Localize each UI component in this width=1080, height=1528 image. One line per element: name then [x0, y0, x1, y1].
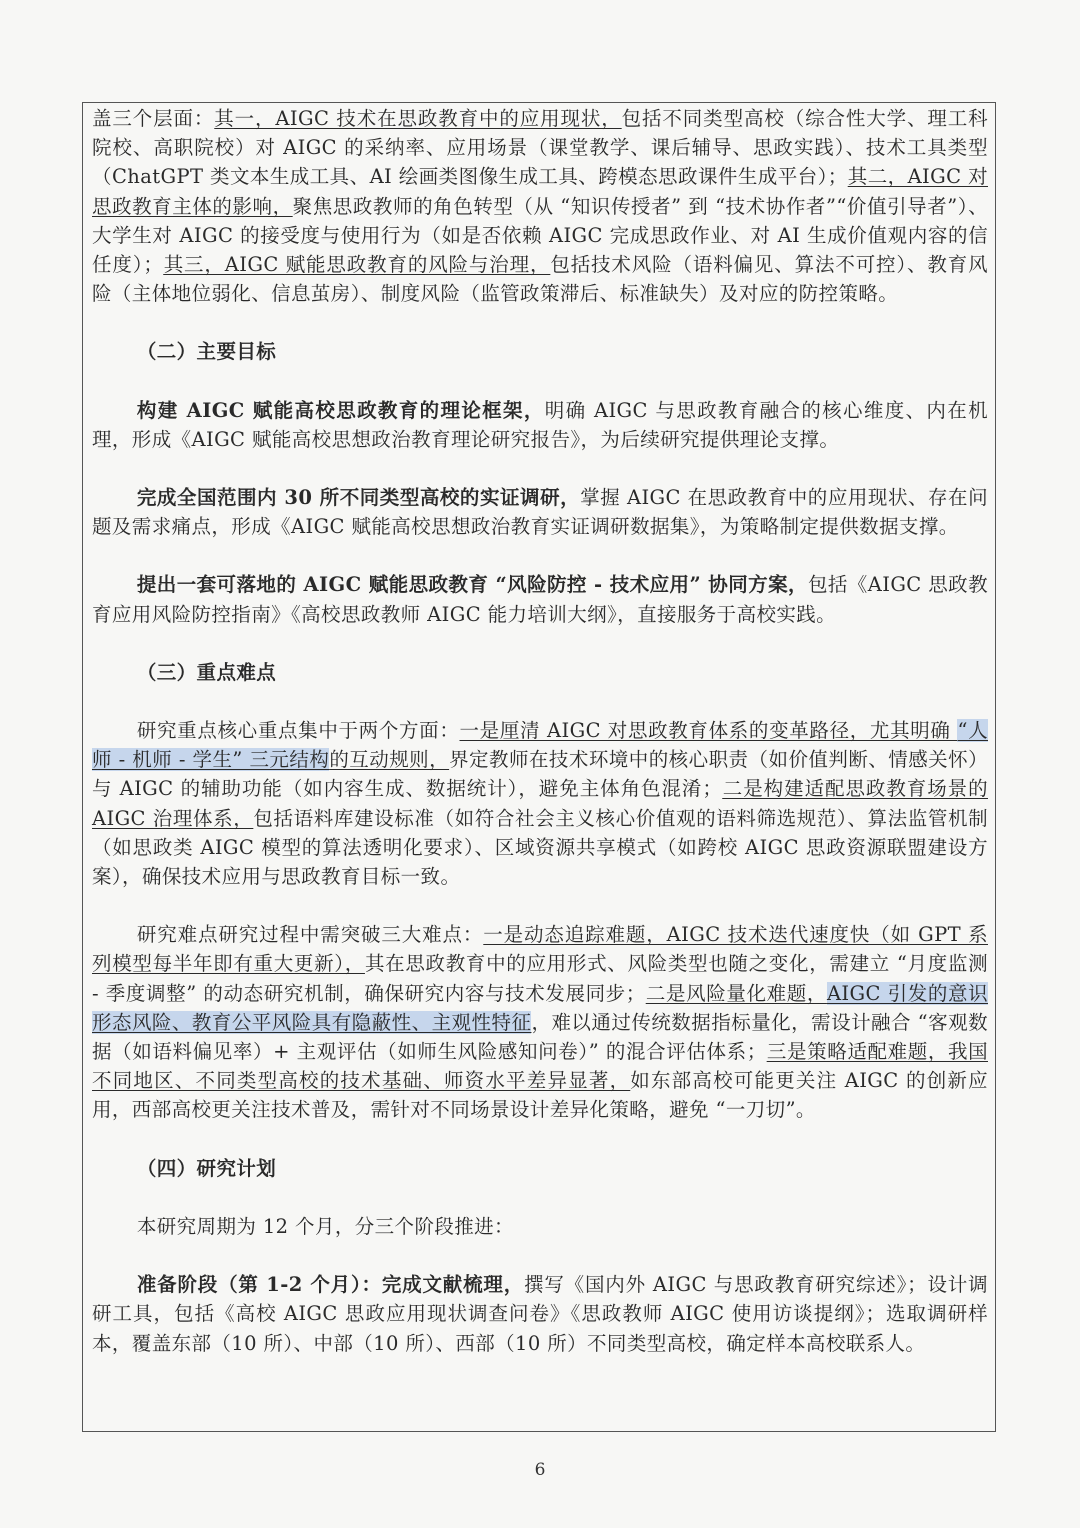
bold-text: 构建 AIGC 赋能高校思政教育的理论框架，: [136, 398, 545, 422]
text: 研究重点核心重点集中于两个方面：: [136, 719, 460, 743]
text: 其在思政教育中的应用形式、风险类型也随之变化，需建立 “月度监测 - 季度调整” 的动态研究机制，确保研究内容与技术发展同步；: [92, 952, 988, 1005]
highlighted-text: AIGC 引发的意识形态风险、教育公平风险具有隐蔽性、主观性特征: [92, 981, 988, 1034]
bold-text: 提出一套可落地的 AIGC 赋能思政教育 “风险防控 - 技术应用” 协同方案，: [136, 573, 808, 597]
section-heading-goals: （二）主要目标: [136, 340, 277, 364]
section-heading-plan: （四）研究计划: [136, 1156, 277, 1180]
goal-paragraph-1: [92, 396, 988, 454]
paragraph-scope: [92, 104, 988, 308]
text: 研究难点研究过程中需突破三大难点：: [136, 923, 484, 947]
text: ，难以通过传统数据指标量化，需设计融合 “客观数据（如语料偏见率）+ 主观评估（如师生风险感知问卷）” 的混合评估体系；: [92, 1010, 988, 1064]
underlined-text: 二是构建适配思政教育场景的 AIGC 治理体系，: [92, 777, 988, 830]
stage-1-paragraph: [92, 1270, 988, 1358]
highlighted-text: “人师 - 机师 - 学生” 三元结构: [92, 719, 988, 772]
text: 如东部高校可能更关注 AIGC 的创新应用，西部高校更关注技术普及，需针对不同场景设计差异化策略，避免 “一刀切”。: [92, 1069, 988, 1122]
underlined-text: 其一，AIGC 技术在思政教育中的应用现状，: [214, 107, 622, 130]
goal-paragraph-2: [92, 483, 988, 541]
plan-intro: 本研究周期为 12 个月，分三个阶段推进：: [136, 1214, 514, 1238]
text: 界定教师在技术环境中的核心职责（如价值判断、情感关怀）与 AIGC 的辅助功能（如内容生成、数据统计），避免主体角色混淆；: [92, 748, 988, 801]
text: 撰写《国内外 AIGC 与思政教育研究综述》；设计调研工具，包括《高校 AIGC 思政应用现状调查问卷》《思政教师 AIGC 使用访谈提纲》；选取调研样本，覆盖东部（10 所）、中部（10 所）、西部（10 所）不同类型高校，确定样本高校联系人。: [92, 1273, 988, 1355]
difficulties-paragraph: [92, 920, 988, 1124]
text: 明确 AIGC 与思政教育融合的核心维度、内在机理，形成《AIGC 赋能高校思想政治教育理论研究报告》，为后续研究提供理论支撑。: [92, 398, 989, 451]
text: 包括《AIGC 思政教育应用风险防控指南》《高校思政教师 AIGC 能力培训大纲》，直接服务于高校实践。: [92, 573, 988, 626]
underlined-text: 二是风险量化难题，: [645, 981, 827, 1005]
text: 包括技术风险（语料偏见、算法不可控）、教育风险（主体地位弱化、信息茧房）、制度风险（监管政策滞后、标准缺失）及对应的防控策略。: [92, 253, 988, 306]
underlined-text: 一是厘清 AIGC 对思政教育体系的变革路径，尤其明确: [459, 719, 958, 743]
underlined-text: 的互动规则，: [329, 748, 450, 772]
text: 包括不同类型高校（综合性大学、理工科院校、高职院校）对 AIGC 的采纳率、应用场景（课堂教学、课后辅导、思政实践）、技术工具类型（ChatGPT 类文本生成工具、AI 绘画类图像生成工具、跨模态思政课件生成平台）；: [92, 107, 989, 189]
underlined-text: 其二，AIGC 对思政教育主体的影响，: [92, 165, 988, 218]
underlined-text: 一是动态追踪难题，AIGC 技术迭代速度快（如 GPT 系列模型每半年即有重大更新），: [92, 923, 988, 976]
underlined-text: 三是策略适配难题，我国不同地区、不同类型高校的技术基础、师资水平差异显著，: [92, 1040, 988, 1093]
goal-paragraph-3: [92, 570, 988, 628]
underlined-text: 其三，AIGC 赋能思政教育的风险与治理，: [163, 253, 551, 277]
key-points-paragraph: [92, 716, 988, 891]
bold-text: 完成全国范围内 30 所不同类型高校的实证调研，: [136, 486, 581, 510]
text: 聚焦思政教师的角色转型（从 “知识传授者” 到 “技术协作者”“价值引导者”）、大学生对 AIGC 的接受度与使用行为（如是否依赖 AIGC 完成思政作业、对 AI 生成价值观内容的信任度）；: [92, 194, 988, 277]
text: 包括语料库建设标准（如符合社会主义核心价值观的语料筛选规范）、算法监管机制（如思政类 AIGC 模型的算法透明化要求）、区域资源共享模式（如跨校 AIGC 思政资源联盟建设方案），确保技术应用与思政教育目标一致。: [92, 806, 988, 889]
text: 掌握 AIGC 在思政教育中的应用现状、存在问题及需求痛点，形成《AIGC 赋能高校思想政治教育实证调研数据集》，为策略制定提供数据支撑。: [92, 486, 988, 539]
text: 盖三个层面：: [92, 107, 215, 130]
bold-text: 准备阶段（第 1-2 个月）：完成文献梳理，: [136, 1273, 525, 1297]
page-number: 6: [534, 1460, 546, 1480]
page-content: [92, 104, 988, 1387]
section-heading-key-points: （三）重点难点: [136, 660, 277, 684]
